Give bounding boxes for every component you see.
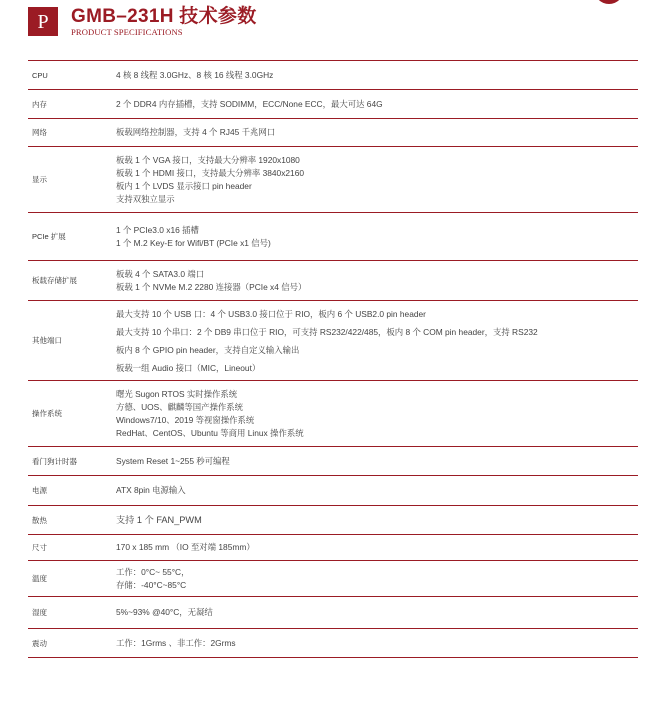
spec-label: 显示 bbox=[32, 175, 47, 184]
spec-row bbox=[28, 476, 638, 506]
spec-value-line: 最大支持 10 个串口：2 个 DB9 串口位于 RIO，可支持 RS232/422/485，板内 8 个 COM pin header，支持 RS232 bbox=[116, 326, 538, 337]
page-subtitle: PRODUCT SPECIFICATIONS bbox=[71, 27, 183, 37]
spec-value-line: 存储：-40°C~85°C bbox=[116, 579, 187, 590]
spec-value-line: 工作：1Grms 、非工作：2Grms bbox=[116, 637, 236, 648]
spec-value-line: 支持双独立显示 bbox=[116, 193, 175, 204]
spec-value bbox=[116, 69, 638, 82]
spec-value bbox=[116, 637, 638, 650]
spec-label: 内存 bbox=[32, 99, 47, 109]
spec-label: 看门狗计时器 bbox=[32, 456, 77, 466]
spec-value-line: 曙光 Sugon RTOS 实时操作系统 bbox=[116, 388, 238, 399]
spec-value-line: 2 个 DDR4 内存插槽，支持 SODIMM，ECC/None ECC，最大可达 64G bbox=[116, 98, 383, 109]
spec-label: 湿度 bbox=[32, 608, 47, 617]
spec-label: 震动 bbox=[32, 638, 47, 648]
spec-value-line: 170 x 185 mm （IO 至对端 185mm） bbox=[116, 542, 255, 552]
spec-row bbox=[28, 147, 638, 213]
spec-value bbox=[116, 455, 638, 468]
spec-value-line: 板载 1 个 HDMI 接口，支持最大分辨率 3840x2160 bbox=[116, 167, 305, 178]
spec-value-line: Windows7/10、2019 等视窗操作系统 bbox=[116, 414, 255, 425]
spec-row bbox=[28, 213, 638, 261]
spec-label: 操作系统 bbox=[32, 409, 62, 418]
spec-value-line: 板载一组 Audio 接口（MIC，Lineout） bbox=[116, 362, 261, 373]
spec-row bbox=[28, 261, 638, 301]
spec-label: 电源 bbox=[32, 486, 47, 495]
spec-value-line: 板载 1 个 VGA 接口，支持最大分辨率 1920x1080 bbox=[116, 154, 300, 165]
spec-table bbox=[28, 60, 638, 658]
spec-row bbox=[28, 561, 638, 597]
spec-row bbox=[28, 381, 638, 447]
spec-row bbox=[28, 629, 638, 658]
spec-row bbox=[28, 535, 638, 561]
spec-row bbox=[28, 506, 638, 535]
spec-row bbox=[28, 447, 638, 476]
spec-value-line: 板载 1 个 NVMe M.2 2280 连接器（PCIe x4 信号） bbox=[116, 281, 307, 292]
spec-value-line: 1 个 M.2 Key-E for Wifi/BT (PCIe x1 信号) bbox=[116, 237, 271, 248]
spec-value bbox=[116, 606, 638, 619]
corner-decoration bbox=[594, 0, 624, 4]
spec-row bbox=[28, 61, 638, 90]
spec-label: 散热 bbox=[32, 515, 47, 525]
spec-value bbox=[116, 484, 638, 497]
page-header bbox=[28, 7, 257, 37]
spec-label: 温度 bbox=[32, 574, 47, 583]
spec-row bbox=[28, 597, 638, 629]
spec-value bbox=[116, 388, 638, 440]
spec-value-line: ATX 8pin 电源输入 bbox=[116, 485, 186, 495]
spec-label: 板载存储扩展 bbox=[32, 276, 77, 285]
spec-value-line: 板内 8 个 GPIO pin header，支持自定义输入输出 bbox=[116, 344, 300, 355]
spec-value-line: 支持 1 个 FAN_PWM bbox=[116, 514, 202, 525]
spec-value-line: System Reset 1~255 秒可编程 bbox=[116, 455, 230, 466]
spec-value bbox=[116, 126, 638, 139]
spec-value-line: 4 核 8 线程 3.0GHz、8 核 16 线程 3.0GHz bbox=[116, 69, 274, 80]
spec-label: 尺寸 bbox=[32, 543, 47, 552]
spec-value-line: 板载网络控制器，支持 4 个 RJ45 千兆网口 bbox=[116, 127, 276, 137]
section-badge: P bbox=[28, 7, 58, 36]
spec-row bbox=[28, 90, 638, 119]
spec-value bbox=[116, 154, 638, 206]
spec-label: 网络 bbox=[32, 128, 47, 137]
spec-value bbox=[116, 224, 638, 250]
spec-row bbox=[28, 301, 638, 381]
spec-value-line: RedHat、CentOS、Ubuntu 等商用 Linux 操作系统 bbox=[116, 427, 304, 438]
spec-value bbox=[116, 98, 638, 111]
spec-label: 其他端口 bbox=[32, 336, 62, 345]
title-block bbox=[71, 7, 257, 37]
spec-value-line: 板载 4 个 SATA3.0 端口 bbox=[116, 268, 205, 279]
spec-value bbox=[116, 541, 638, 554]
spec-value bbox=[116, 566, 638, 592]
spec-value-line: 方德、UOS、麒麟等国产操作系统 bbox=[116, 401, 244, 412]
page-title: GMB–231H 技术参数 bbox=[71, 6, 257, 27]
spec-value bbox=[116, 305, 638, 377]
spec-label: PCIe 扩展 bbox=[32, 232, 66, 241]
spec-value-line: 工作：0°C~ 55°C， bbox=[116, 566, 190, 577]
spec-value bbox=[116, 268, 638, 294]
spec-value bbox=[116, 514, 638, 527]
spec-value-line: 1 个 PCIe3.0 x16 插槽 bbox=[116, 224, 199, 235]
spec-value-line: 板内 1 个 LVDS 显示接口 pin header bbox=[116, 180, 252, 191]
spec-row bbox=[28, 119, 638, 147]
spec-value-line: 5%~93% @40°C，无凝结 bbox=[116, 607, 213, 617]
spec-value-line: 最大支持 10 个 USB 口：4 个 USB3.0 接口位于 RIO，板内 6 个 USB2.0 pin header bbox=[116, 308, 426, 319]
spec-label: CPU bbox=[32, 70, 48, 80]
